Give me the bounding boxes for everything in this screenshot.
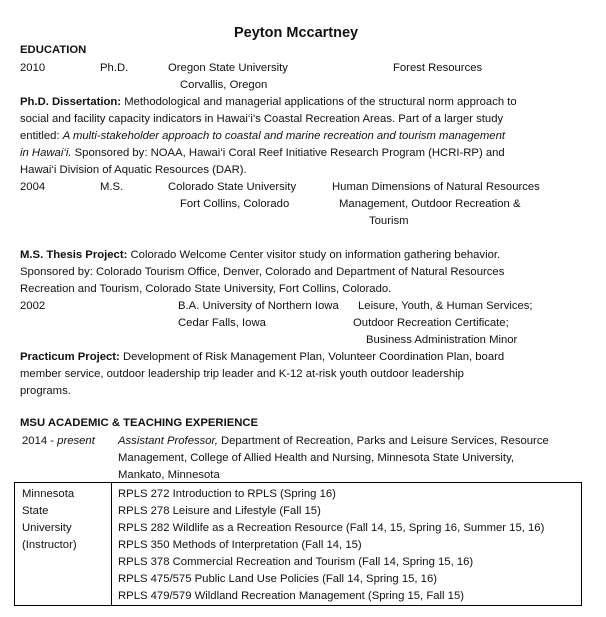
practicum-line-2: member service, outdoor leadership trip leader and K-12 at-risk youth outdoor leadership [20, 368, 464, 380]
ba-field-1: Leisure, Youth, & Human Services; [358, 300, 533, 312]
course-item: RPLS 475/575 Public Land Use Policies (Fall 14, Spring 15, 16) [118, 573, 438, 585]
dissertation-line-1: Ph.D. Dissertation: Methodological and managerial applications of the structural norm approach to [20, 96, 517, 108]
dissertation-line-2: social and facility capacity indicators in Hawai‘i's Coastal Recreation Areas. Part of a larger study [20, 113, 504, 125]
ms-field-3: Tourism [369, 215, 409, 227]
thesis-line-3: Recreation and Tourism, Colorado State University, Fort Collins, Colorado. [20, 283, 392, 295]
ms-year: 2004 [20, 181, 46, 193]
teaching-table [14, 482, 582, 606]
ba-school: B.A. University of Northern Iowa [178, 300, 339, 312]
course-item: RPLS 378 Commercial Recreation and Tourism (Fall 14, Spring 15, 16) [118, 556, 474, 568]
ms-degree: M.S. [100, 181, 124, 193]
phd-field: Forest Resources [393, 62, 483, 74]
ba-year: 2002 [20, 300, 46, 312]
thesis-line-1: M.S. Thesis Project: Colorado Welcome Center visitor study on information gathering behavior. [20, 249, 501, 261]
course-item: RPLS 350 Methods of Interpretation (Fall 14, 15) [118, 539, 362, 551]
institution-line: State [22, 505, 49, 517]
phd-school: Oregon State University [168, 62, 288, 74]
study-title: A multi-stakeholder approach to coastal and marine recreation and tourism management [62, 130, 505, 142]
course-item: RPLS 282 Wildlife as a Recreation Resource (Fall 14, 15, Spring 16, Summer 15, 16) [118, 522, 545, 534]
experience-role-line-1: Assistant Professor, Department of Recreation, Parks and Leisure Services, Resource [118, 435, 549, 447]
ms-city: Fort Collins, Colorado [180, 198, 290, 210]
ba-field-2: Outdoor Recreation Certificate; [353, 317, 509, 329]
ms-school: Colorado State University [168, 181, 297, 193]
dissertation-line-5: Hawai‘i Division of Aquatic Resources (DAR). [20, 164, 247, 176]
dissertation-line-4: in Hawai‘i. Sponsored by: NOAA, Hawai‘i Coral Reef Initiative Research Program (HCRI-RP) and [20, 147, 505, 159]
practicum-label: Practicum Project: [20, 351, 120, 363]
practicum-line-3: programs. [20, 385, 71, 397]
education-heading: EDUCATION [20, 44, 87, 56]
institution-line: Minnesota [22, 488, 75, 500]
dissertation-label: Ph.D. Dissertation: [20, 96, 122, 108]
experience-role-line-3: Mankato, Minnesota [118, 469, 220, 481]
ms-field-2: Management, Outdoor Recreation & [339, 198, 521, 210]
institution-line: University [22, 522, 72, 534]
phd-degree: Ph.D. [100, 62, 129, 74]
institution-line: (Instructor) [22, 539, 77, 551]
experience-role-line-2: Management, College of Allied Health and Nursing, Minnesota State University, [118, 452, 515, 464]
thesis-line-2: Sponsored by: Colorado Tourism Office, Denver, Colorado and Department of Natural Resources [20, 266, 505, 278]
experience-title: Assistant Professor, [118, 435, 218, 447]
ms-field-1: Human Dimensions of Natural Resources [332, 181, 540, 193]
experience-heading: MSU ACADEMIC & TEACHING EXPERIENCE [20, 417, 259, 429]
course-item: RPLS 272 Introduction to RPLS (Spring 16) [118, 488, 336, 500]
dissertation-line-3: entitled: A multi-stakeholder approach to coastal and marine recreation and tourism management [20, 130, 505, 142]
experience-years: 2014 - present [22, 435, 95, 447]
thesis-label: M.S. Thesis Project: [20, 249, 128, 261]
resume-name: Peyton Mccartney [234, 25, 359, 41]
phd-city: Corvallis, Oregon [180, 79, 268, 91]
ba-city: Cedar Falls, Iowa [178, 317, 266, 329]
phd-year: 2010 [20, 62, 46, 74]
practicum-line-1: Practicum Project: Development of Risk Management Plan, Volunteer Coordination Plan, board [20, 351, 505, 363]
ba-field-3: Business Administration Minor [366, 334, 518, 346]
course-item: RPLS 479/579 Wildland Recreation Management (Spring 15, Fall 15) [118, 590, 465, 602]
table-divider [111, 483, 112, 605]
course-item: RPLS 278 Leisure and Lifestyle (Fall 15) [118, 505, 321, 517]
